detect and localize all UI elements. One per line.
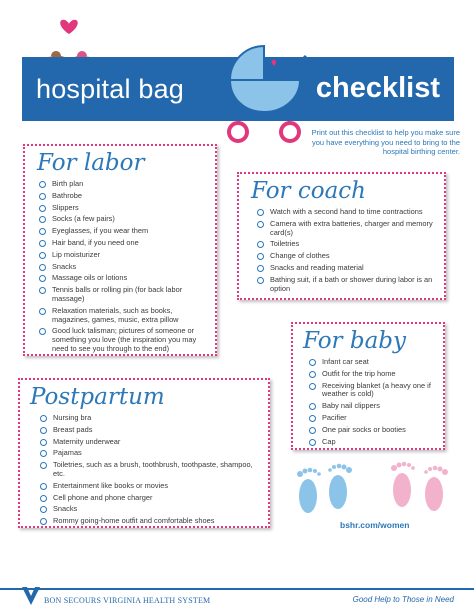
checkbox-icon[interactable] <box>309 415 316 422</box>
checkbox-icon[interactable] <box>309 359 316 366</box>
postpartum-list <box>40 414 262 529</box>
footer-tagline: Good Help to Those in Need <box>352 595 454 604</box>
coach-panel <box>237 172 446 300</box>
list-item[interactable]: Baby nail clippers <box>309 402 437 411</box>
footer-divider <box>0 588 474 590</box>
checkbox-icon[interactable] <box>40 518 47 525</box>
checkbox-icon[interactable] <box>309 439 316 446</box>
list-item[interactable]: Good luck talisman; pictures of someone or something you love (the inspiration you may need to see you through to the end) <box>39 327 209 353</box>
coach-list <box>257 208 437 296</box>
checkbox-icon[interactable] <box>39 275 46 282</box>
baby-panel <box>291 322 445 450</box>
list-item[interactable]: Watch with a second hand to time contractions <box>257 208 437 217</box>
checkbox-icon[interactable] <box>40 495 47 502</box>
pink-footprints-icon <box>391 462 448 511</box>
labor-list <box>39 180 209 357</box>
list-item[interactable]: Bathing suit, if a bath or shower during labor is an option <box>257 276 437 294</box>
bon-secours-logo-icon <box>20 585 42 607</box>
checkbox-icon[interactable] <box>39 240 46 247</box>
labor-panel <box>23 144 217 356</box>
checkbox-icon[interactable] <box>39 287 46 294</box>
baby-stroller-icon <box>222 40 308 146</box>
coach-title: For coach <box>245 178 372 204</box>
list-item[interactable]: Snacks and reading material <box>257 264 437 273</box>
checkbox-icon[interactable] <box>257 241 264 248</box>
checkbox-icon[interactable] <box>39 228 46 235</box>
list-item[interactable]: Change of clothes <box>257 252 437 261</box>
list-item[interactable]: Entertainment like books or movies <box>40 482 262 491</box>
heart-icon <box>60 20 78 34</box>
small-heart-icon <box>272 60 276 66</box>
list-item[interactable]: Bathrobe <box>39 192 209 201</box>
checkbox-icon[interactable] <box>257 209 264 216</box>
list-item[interactable]: Cell phone and phone charger <box>40 494 262 503</box>
list-item[interactable]: Receiving blanket (a heavy one if weather is cold) <box>309 382 437 400</box>
checkbox-icon[interactable] <box>309 403 316 410</box>
list-item[interactable]: Rommy going-home outfit and comfortable shoes <box>40 517 262 526</box>
checkbox-icon[interactable] <box>257 265 264 272</box>
list-item[interactable]: Slippers <box>39 204 209 213</box>
list-item[interactable]: Snacks <box>40 505 262 514</box>
checkbox-icon[interactable] <box>39 181 46 188</box>
list-item[interactable]: Tennis balls or rolling pin (for back labor massage) <box>39 286 209 304</box>
checkbox-icon[interactable] <box>309 371 316 378</box>
checkbox-icon[interactable] <box>257 221 264 228</box>
checkbox-icon[interactable] <box>39 328 46 335</box>
list-item[interactable]: Lip moisturizer <box>39 251 209 260</box>
list-item[interactable]: Breast pads <box>40 426 262 435</box>
list-item[interactable]: Nursing bra <box>40 414 262 423</box>
checkbox-icon[interactable] <box>257 277 264 284</box>
baby-title: For baby <box>297 328 412 354</box>
list-item[interactable]: Hair band, if you need one <box>39 239 209 248</box>
postpartum-panel <box>18 378 270 528</box>
checkbox-icon[interactable] <box>309 427 316 434</box>
list-item[interactable]: Toiletries, such as a brush, toothbrush, toothpaste, shampoo, etc. <box>40 461 262 479</box>
checkbox-icon[interactable] <box>39 308 46 315</box>
list-item[interactable]: Maternity underwear <box>40 438 262 447</box>
checkbox-icon[interactable] <box>257 253 264 260</box>
footer-org-name: BON SECOURS VIRGINIA HEALTH SYSTEM <box>44 596 211 605</box>
checkbox-icon[interactable] <box>39 216 46 223</box>
title-left: hospital bag <box>36 74 185 104</box>
list-item[interactable]: Infant car seat <box>309 358 437 367</box>
checkbox-icon[interactable] <box>40 483 47 490</box>
list-item[interactable]: Relaxation materials, such as books, magazines, games, music, extra pillow <box>39 307 209 325</box>
checkbox-icon[interactable] <box>40 439 47 446</box>
baby-footprints-illustration <box>290 458 460 518</box>
checkbox-icon[interactable] <box>39 252 46 259</box>
list-item[interactable]: Snacks <box>39 263 209 272</box>
list-item[interactable]: Massage oils or lotions <box>39 274 209 283</box>
postpartum-title: Postpartum <box>24 384 171 410</box>
list-item[interactable]: Toiletries <box>257 240 437 249</box>
list-item[interactable]: Birth plan <box>39 180 209 189</box>
list-item[interactable]: Eyeglasses, if you wear them <box>39 227 209 236</box>
list-item[interactable]: Pacifier <box>309 414 437 423</box>
checkbox-icon[interactable] <box>40 427 47 434</box>
intro-text: Print out this checklist to help you make sure you have everything you need to bring to the hospital birthing center. <box>311 128 460 156</box>
list-item[interactable]: Camera with extra batteries, charger and memory card(s) <box>257 220 437 238</box>
checkbox-icon[interactable] <box>309 383 316 390</box>
list-item[interactable]: Cap <box>309 438 437 447</box>
checkbox-icon[interactable] <box>39 205 46 212</box>
blue-footprints-icon <box>297 464 352 513</box>
checkbox-icon[interactable] <box>40 506 47 513</box>
checkbox-icon[interactable] <box>40 462 47 469</box>
list-item[interactable]: Socks (a few pairs) <box>39 215 209 224</box>
list-item[interactable]: Outfit for the trip home <box>309 370 437 379</box>
baby-list <box>309 358 437 449</box>
website-link[interactable]: bshr.com/women <box>340 520 410 530</box>
checkbox-icon[interactable] <box>40 415 47 422</box>
checkbox-icon[interactable] <box>39 193 46 200</box>
labor-title: For labor <box>31 150 151 176</box>
list-item[interactable]: Pajamas <box>40 449 262 458</box>
checkbox-icon[interactable] <box>39 264 46 271</box>
list-item[interactable]: One pair socks or booties <box>309 426 437 435</box>
title-right: checklist <box>315 72 440 104</box>
checkbox-icon[interactable] <box>40 450 47 457</box>
